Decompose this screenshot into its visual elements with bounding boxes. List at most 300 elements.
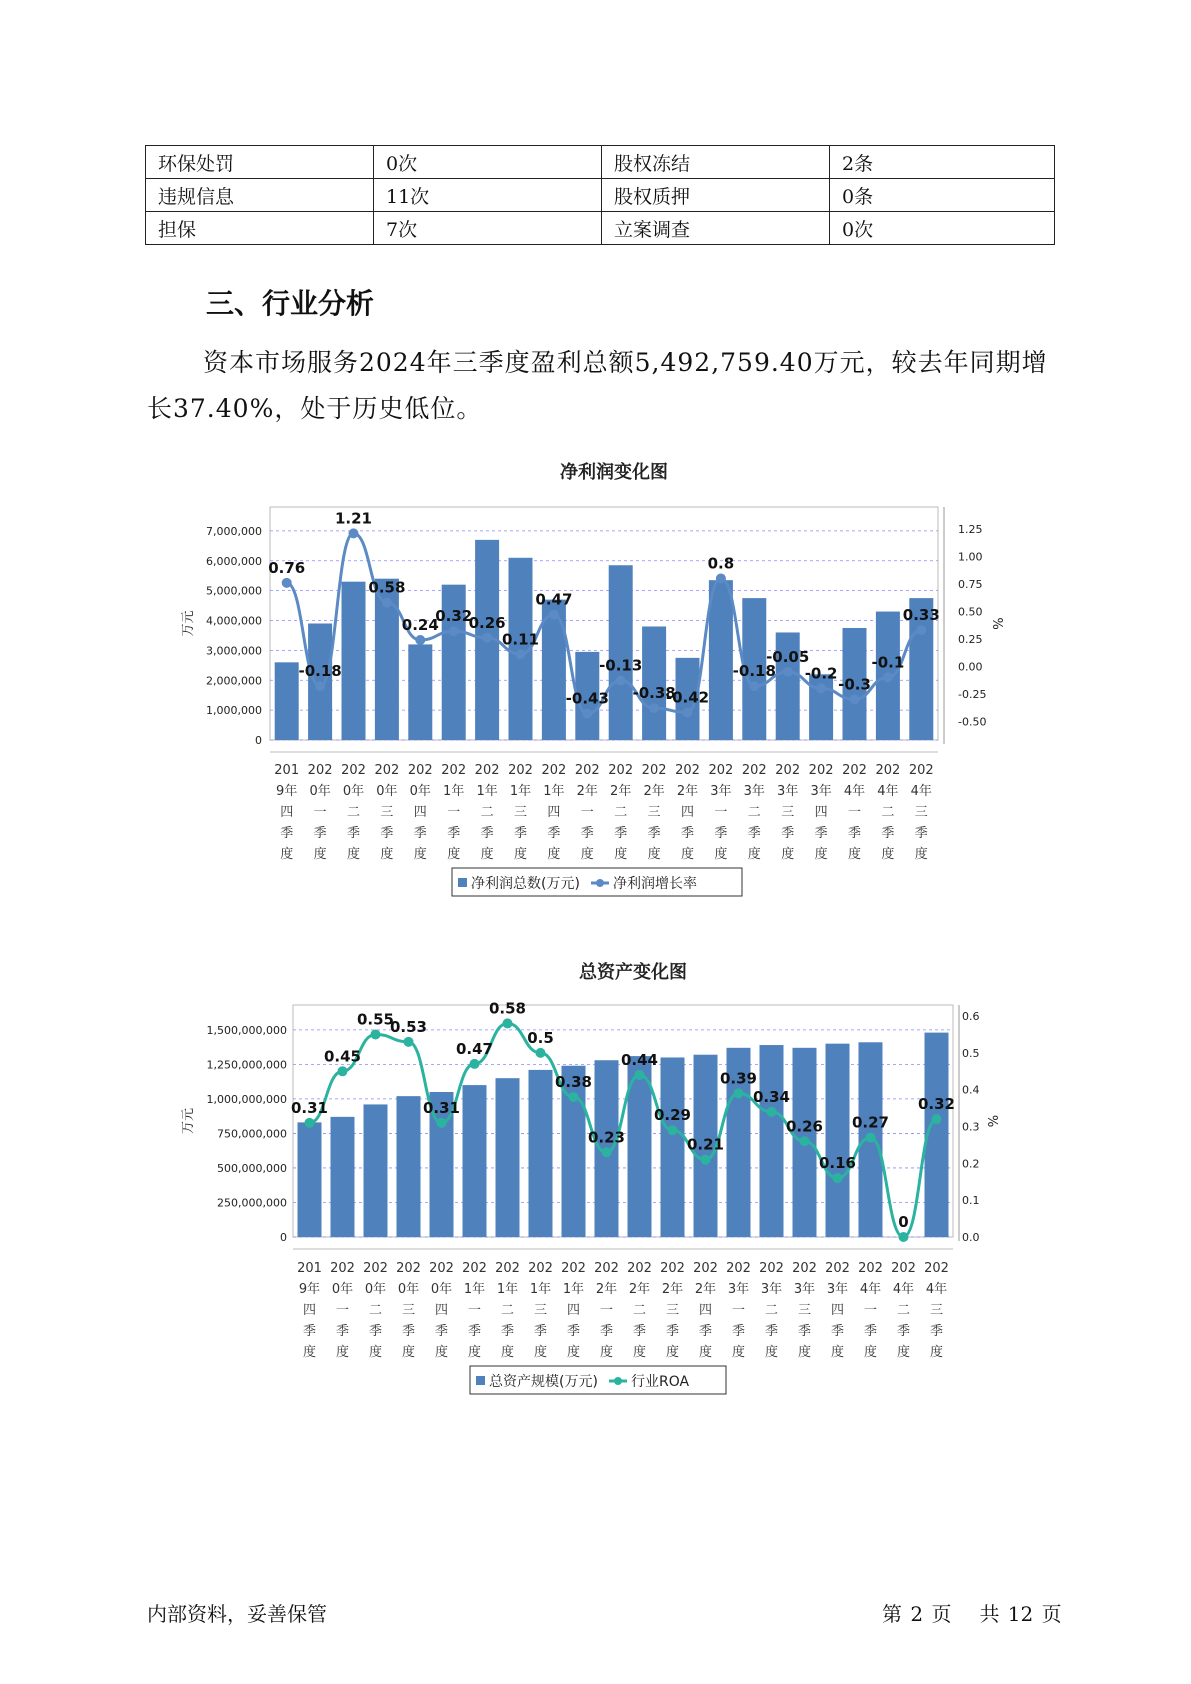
x-tick-label-line: 度 [847,847,862,862]
x-tick-label [594,1261,619,1360]
line-point [415,635,425,645]
data-label: 0.26 [468,613,506,632]
data-label: -0.42 [665,688,710,707]
x-tick-label-line: 季 [599,1324,614,1339]
x-tick-label-line: 2年 [628,1282,651,1297]
legend-bar-swatch [476,1376,485,1385]
line-point [683,708,693,718]
line-point [883,672,893,682]
line-point [932,1114,942,1124]
line-point [734,1088,744,1098]
x-tick-label-line: 二 [614,805,628,820]
x-tick-label-line: 202 [660,1261,685,1276]
x-tick-label-line: 1年 [476,784,498,799]
x-tick-label-line: 度 [731,1345,746,1360]
x-tick-label-line: 度 [368,1345,383,1360]
table-cell: 11次 [374,179,602,212]
x-tick-label-line: 一 [863,1303,878,1318]
y-axis-label-right: % [987,1114,1002,1128]
table-cell: 2条 [830,146,1055,179]
x-tick-label-line: 202 [429,1261,454,1276]
line-point [833,1173,843,1183]
x-tick-label-line: 一 [580,805,594,820]
x-tick-label-line: 202 [341,763,366,778]
y-tick-label-right: 0.75 [958,577,983,591]
x-tick-label-line: 度 [929,1345,944,1360]
bar [609,565,633,740]
data-label: -0.3 [838,675,871,694]
y-tick-label-left: 1,250,000,000 [206,1058,287,1072]
y-axis-label-right: % [992,617,1007,630]
x-tick-label-line: 度 [781,847,795,862]
x-tick-label-line: 度 [814,847,828,862]
net-profit-chart-svg [0,450,1191,920]
bar [298,1122,322,1237]
x-tick-label-line: 度 [747,847,761,862]
line-point [616,676,626,686]
section-heading: 三、行业分析 [206,287,375,320]
bar [364,1104,388,1237]
x-tick-label-line: 度 [566,1345,581,1360]
data-label: -0.13 [599,656,643,675]
x-tick-label-line: 季 [881,826,895,841]
x-tick-label-line: 度 [401,1345,416,1360]
bar [529,1070,553,1237]
x-tick-label-line: 度 [302,1345,317,1360]
data-label: -0.38 [632,684,676,703]
x-tick-label-line: 度 [881,847,895,862]
line-point [866,1133,876,1143]
x-tick-label-line: 季 [313,826,327,841]
x-tick-label-line: 3年 [826,1282,849,1297]
x-tick-label-line: 三 [797,1303,812,1318]
data-label: 0.55 [356,1010,395,1029]
x-tick-label-line: 度 [533,1345,548,1360]
data-label: -0.1 [871,653,905,672]
data-label: 1.21 [334,509,373,528]
line-point [503,1018,513,1028]
x-tick-label-line: 0年 [331,1282,354,1297]
x-tick-label-line: 季 [500,1324,515,1339]
x-tick-label-line: 季 [847,826,862,841]
y-tick-label-right: 0.5 [962,1046,980,1060]
x-tick-label-line: 三 [401,1303,416,1318]
x-tick-label-line: 1年 [496,1282,519,1297]
data-label: 0.31 [290,1098,329,1117]
x-tick-label [308,763,333,862]
table-cell: 股权质押 [602,179,830,212]
line-point [649,703,659,713]
line-point [749,681,759,691]
x-tick-label-line: 202 [441,763,467,778]
x-tick-label-line: 一 [447,805,461,820]
x-tick-label-line: 202 [842,763,867,778]
x-tick-label-line: 度 [513,847,528,862]
line-point [437,1118,447,1128]
legend-line-marker [614,1377,622,1385]
x-tick-label-line: 度 [547,847,561,862]
x-tick-label [575,763,600,862]
x-tick-label-line: 季 [566,1324,581,1339]
x-tick-label-line: 0年 [342,784,365,799]
y-tick-label-left: 250,000,000 [217,1196,287,1210]
x-tick-label-line: 1年 [562,1282,585,1297]
x-tick-label-line: 季 [714,826,728,841]
x-tick-label-line: 一 [335,1303,350,1318]
data-label: -0.18 [732,662,776,681]
x-tick-label-line: 0年 [364,1282,387,1297]
x-tick-label-line: 二 [747,805,761,820]
x-tick-label-line: 季 [434,1324,449,1339]
y-tick-label-left: 1,500,000,000 [206,1023,287,1037]
data-label: 0.31 [422,1098,461,1117]
legend-bar-swatch [458,878,467,887]
x-tick-label-line: 二 [896,1303,911,1318]
x-tick-label-line: 1年 [463,1282,486,1297]
x-tick-label-line: 2年 [661,1282,684,1297]
x-tick-label-line: 四 [814,805,828,820]
line-point [668,1125,678,1135]
line-point [549,610,559,620]
table-row [146,212,1055,245]
y-tick-label-left: 6,000,000 [206,554,262,568]
y-tick-label-left: 2,000,000 [206,674,262,688]
x-tick-label-line: 一 [467,1303,482,1318]
x-tick-label-line: 二 [346,805,361,820]
line-point [349,528,359,538]
data-label: 0.58 [488,999,527,1018]
x-tick-label-line: 202 [330,1261,355,1276]
y-tick-label-left: 0 [255,734,262,747]
data-label: 0.8 [707,554,735,573]
x-tick-label-line: 四 [413,805,427,820]
x-tick-label-line: 202 [641,763,667,778]
y-tick-label-right: -0.25 [958,687,987,701]
line-point [716,573,726,583]
x-tick-label-line: 季 [368,1324,383,1339]
x-tick-label-line: 季 [547,826,561,841]
bar [331,1117,355,1237]
line-point [536,1048,546,1058]
x-tick-label-line: 季 [814,826,828,841]
x-tick-label-line: 二 [500,1303,515,1318]
line-point [371,1029,381,1039]
data-label: 0.32 [435,607,473,626]
x-tick-label-line: 201 [274,763,300,778]
line-point [470,1059,480,1069]
x-tick-label-line: 度 [346,847,361,862]
x-tick-label-line: 202 [374,763,400,778]
x-tick-label-line: 202 [474,763,500,778]
y-tick-label-right: 0.2 [962,1157,980,1171]
x-tick-label-line: 202 [608,763,634,778]
y-tick-label-right: 1.00 [958,550,983,564]
data-label: 0.47 [535,590,573,609]
line-point [382,598,392,608]
table-cell: 担保 [146,212,374,245]
line-point [850,694,860,704]
x-tick-label-line: 季 [797,1324,812,1339]
x-tick-label-line: 3年 [743,784,765,799]
x-tick-label-line: 2年 [595,1282,618,1297]
x-tick-label [858,1261,883,1360]
x-tick-label-line: 三 [533,1303,548,1318]
x-tick-label-line: 一 [313,805,327,820]
y-tick-label-right: 0.50 [958,605,983,619]
data-label: 0.76 [268,558,306,577]
x-tick-label-line: 0年 [409,784,431,799]
data-label: 0.53 [389,1017,428,1036]
x-tick-label-line: 四 [698,1303,713,1318]
y-tick-label-right: 0.4 [962,1083,980,1097]
y-tick-label-right: 0.3 [962,1120,980,1134]
x-tick-label-line: 四 [830,1303,845,1318]
x-tick-label-line: 季 [533,1324,548,1339]
x-tick-label-line: 4年 [843,784,866,799]
data-label: 0.38 [554,1073,593,1092]
data-label: 0.58 [368,578,406,597]
x-tick-label [608,763,633,862]
data-label: 0.24 [401,615,439,634]
x-tick-label-line: 季 [731,1324,746,1339]
x-tick-label-line: 3年 [760,1282,783,1297]
x-tick-label-line: 1年 [443,784,465,799]
table-cell: 违规信息 [146,179,374,212]
table-cell: 股权冻结 [602,146,830,179]
data-label: 0.16 [818,1154,857,1173]
x-tick-label-line: 202 [759,1261,784,1276]
line-point [305,1118,315,1128]
x-tick-label-line: 3年 [777,784,799,799]
x-tick-label-line: 度 [632,1345,647,1360]
x-tick-label-line: 202 [363,1261,388,1276]
x-tick-label [759,1261,784,1360]
x-tick-label-line: 季 [896,1324,911,1339]
x-tick-label-line: 季 [647,826,661,841]
x-tick-label-line: 一 [731,1303,746,1318]
x-tick-label [341,763,366,862]
line-point [816,683,826,693]
data-label: -0.2 [804,664,838,683]
x-tick-label-line: 202 [594,1261,619,1276]
data-label: 0.23 [587,1128,626,1147]
bar [496,1078,520,1237]
footer-confidential-note: 内部资料，妥善保管 [147,1602,327,1626]
y-tick-label-left: 7,000,000 [206,524,262,538]
x-tick-label-line: 季 [447,826,461,841]
x-tick-label-line: 9年 [276,784,298,799]
x-tick-label-line: 季 [401,1324,416,1339]
legend-bar-label: 总资产规模(万元) [489,1374,598,1390]
analysis-paragraph: 资本市场服务2024年三季度盈利总额5,492,759.40万元，较去年同期增长37.40%，处于历史低位。 [147,348,1048,423]
table-cell: 环保处罚 [146,146,374,179]
x-tick-label-line: 季 [346,826,361,841]
line-point [516,649,526,659]
page-label: 第 2 页 [882,1602,952,1626]
x-tick-label-line: 度 [280,847,294,862]
x-tick-label-line: 度 [797,1345,812,1360]
data-label: 0.5 [527,1028,554,1047]
x-tick-label-line: 202 [675,763,700,778]
x-tick-label-line: 3年 [710,784,732,799]
x-tick-label-line: 4年 [925,1282,948,1297]
x-tick-label-line: 季 [413,826,427,841]
x-tick-label-line: 0年 [397,1282,420,1297]
data-label: 0.27 [851,1113,890,1132]
x-tick-label [541,763,566,862]
x-tick-label-line: 3年 [727,1282,750,1297]
bar [709,580,733,740]
x-tick-label-line: 202 [307,763,333,778]
x-tick-label [330,1261,355,1360]
x-tick-label-line: 季 [632,1324,647,1339]
bar [463,1085,487,1237]
line-point [338,1066,348,1076]
legend-bar-label: 净利润总数(万元) [471,876,580,892]
line-point [783,667,793,677]
table-cell: 7次 [374,212,602,245]
x-tick-label-line: 季 [280,826,294,841]
x-tick-label-line: 度 [614,847,628,862]
data-label: 0.39 [719,1069,758,1088]
x-tick-label [297,1261,322,1360]
x-tick-label [924,1261,949,1360]
x-tick-label-line: 度 [500,1345,515,1360]
x-tick-label-line: 三 [781,805,795,820]
x-tick-label [408,763,433,862]
x-tick-label [528,1261,553,1360]
line-point [482,633,492,643]
x-tick-label-line: 3年 [810,784,832,799]
x-tick-label [374,763,399,862]
x-tick-label [627,1261,652,1360]
x-tick-label-line: 季 [614,826,628,841]
table-cell: 立案调查 [602,212,830,245]
legend [452,868,742,896]
x-tick-label-line: 二 [881,805,895,820]
x-tick-label-line: 2年 [576,784,598,799]
x-tick-label-line: 4年 [910,784,932,799]
line-point [602,1147,612,1157]
x-tick-label-line: 202 [462,1261,487,1276]
data-label: 0.45 [323,1047,362,1066]
table-row [146,146,1055,179]
x-tick-label-line: 202 [541,763,567,778]
x-tick-label-line: 9年 [298,1282,321,1297]
x-tick-label-line: 0年 [430,1282,453,1297]
y-tick-label-left: 1,000,000 [206,704,262,718]
x-tick-label-line: 度 [896,1345,911,1360]
x-tick-label-line: 度 [380,847,394,862]
bar [275,662,299,740]
x-tick-label-line: 季 [781,826,795,841]
x-tick-label-line: 二 [632,1303,647,1318]
data-label: 0.32 [917,1095,956,1114]
x-tick-label [909,763,934,862]
y-tick-label-left: 3,000,000 [206,644,262,658]
data-label: 0.44 [620,1050,659,1069]
x-tick-label-line: 0年 [309,784,331,799]
x-tick-label-line: 度 [698,1345,713,1360]
x-tick-label-line: 202 [924,1261,949,1276]
x-tick-label-line: 0年 [376,784,398,799]
x-tick-label-line: 2年 [694,1282,717,1297]
total-assets-chart-svg [0,950,1191,1420]
x-tick-label-line: 1年 [529,1282,552,1297]
x-tick-label-line: 季 [580,826,594,841]
y-tick-label-right: 0.0 [962,1231,980,1244]
x-tick-label-line: 202 [407,763,433,778]
line-point [635,1070,645,1080]
x-tick-label-line: 202 [808,763,834,778]
data-label: -0.18 [298,662,342,681]
line-point [315,681,325,691]
risk-summary-table [145,145,1055,245]
x-tick-label-line: 度 [714,847,728,862]
line-point [282,578,292,588]
x-tick-label-line: 季 [665,1324,680,1339]
x-tick-label-line: 202 [495,1261,520,1276]
total-pages-label: 共 12 页 [979,1602,1062,1626]
y-tick-label-left: 4,000,000 [206,614,262,628]
x-tick-label-line: 三 [380,805,394,820]
x-tick-label-line: 一 [599,1303,614,1318]
line-point [569,1092,579,1102]
legend-line-marker [596,879,604,887]
data-label: 0.34 [752,1087,791,1106]
x-tick-label-line: 度 [599,1345,614,1360]
x-tick-label-line: 季 [302,1324,317,1339]
line-point [899,1232,909,1242]
x-tick-label [441,763,466,862]
data-label: 0.11 [501,630,540,649]
line-point [404,1037,414,1047]
data-label: 0.26 [785,1117,824,1136]
x-tick-label [775,763,800,862]
x-tick-label [726,1261,751,1360]
x-tick-label-line: 三 [665,1303,680,1318]
x-tick-label-line: 2年 [610,784,632,799]
x-tick-label [429,1261,454,1360]
x-tick-label [475,763,500,862]
x-tick-label-line: 季 [513,826,528,841]
line-point [767,1107,777,1117]
y-tick-label-right: 0.6 [962,1010,980,1024]
bar [408,644,432,740]
x-tick-label-line: 202 [891,1261,916,1276]
x-tick-label-line: 度 [434,1345,449,1360]
x-tick-label-line: 202 [574,763,600,778]
x-tick-label-line: 二 [764,1303,779,1318]
x-tick-label-line: 度 [335,1345,350,1360]
table-cell: 0次 [830,212,1055,245]
total-assets-chart [0,950,1191,1420]
x-tick-label-line: 4年 [877,784,899,799]
y-tick-label-left: 500,000,000 [217,1161,287,1175]
x-tick-label-line: 202 [693,1261,718,1276]
legend-line-label: 行业ROA [631,1374,690,1390]
bar [397,1096,421,1237]
x-tick-label-line: 季 [914,826,928,841]
x-tick-label-line: 度 [914,847,928,862]
y-tick-label-right: 0.25 [958,632,983,646]
table-row [146,179,1055,212]
data-label: -0.05 [766,647,810,666]
x-tick-label-line: 三 [914,805,928,820]
x-tick-label [660,1261,685,1360]
x-tick-label [792,1261,817,1360]
x-tick-label-line: 季 [335,1324,350,1339]
